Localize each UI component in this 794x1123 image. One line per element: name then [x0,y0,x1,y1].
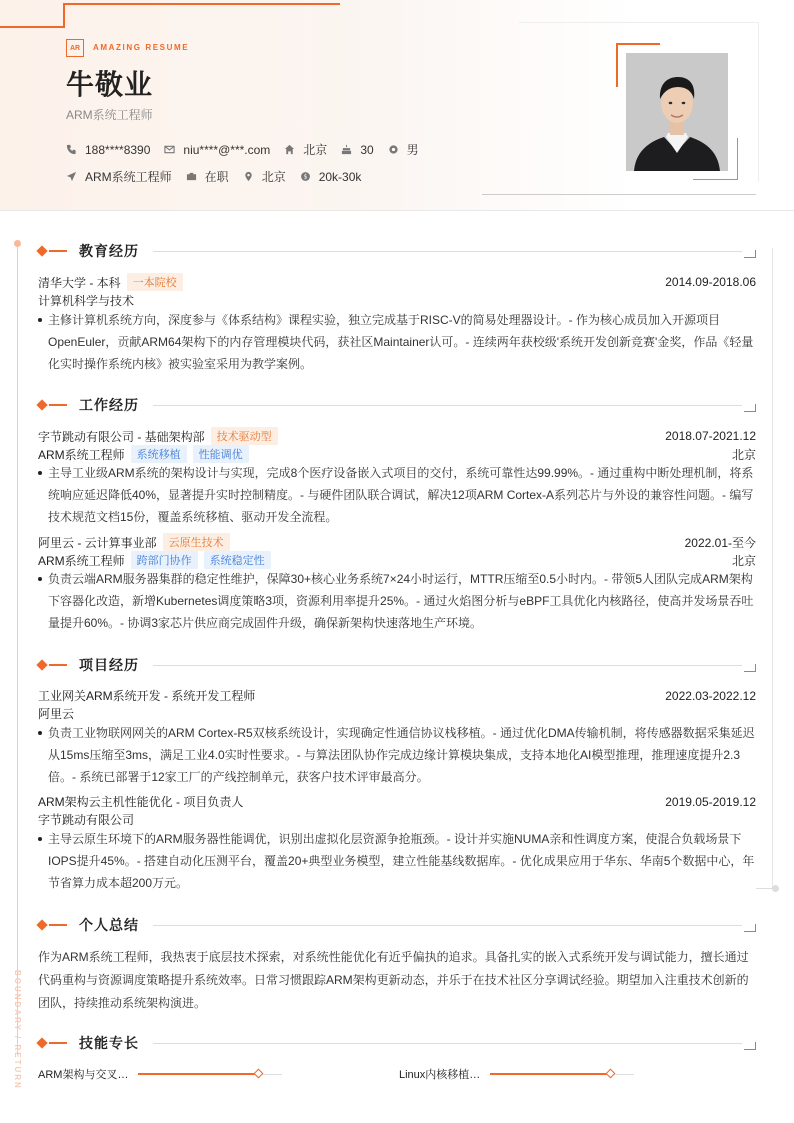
candidate-title: ARM系统工程师 [66,108,153,122]
project-name: 工业网关ARM系统开发 - 系统开发工程师 [38,689,256,703]
skill-name: ARM架构与交叉… [38,1069,129,1081]
age-info [341,143,373,157]
project-1-org-row [38,705,756,722]
email-info [164,143,270,157]
photo-frame-line [482,194,756,195]
target-city-info [243,168,286,185]
diamond-icon [36,245,47,256]
role-tag: 系统稳定性 [204,551,271,569]
section-label: 教育经历 [79,243,139,259]
corner-bracket-icon [744,404,756,412]
timeline-rail [17,245,18,1055]
diamond-icon [36,919,47,930]
work-company: 字节跳动有限公司 - 基础架构部 [38,429,205,444]
email-text: niu****@***.com [183,142,271,157]
skill-level-bar [138,1073,258,1075]
work-city: 北京 [731,553,756,568]
summary-text: 作为ARM系统工程师，我热衷于底层技术探索，对系统性能优化有近乎偏执的追求。具备扎实的嵌入式系统开发与调试能力，擅长通过代码重构与资源调度策略提升系统效率。日常习惯跟踪ARM架构更新动态，并乐于在技术社区分享调试经验。期望加入注重技术创新的团队，持续推动系统架构演进。 [38,950,749,1010]
project-org: 字节跳动有限公司 [38,813,135,827]
status-info [186,168,229,185]
candidate-name: 牛敬业 [66,69,154,100]
section-dash [49,404,67,406]
education-description: 主修计算机系统方向，深度参与《体系结构》课程实验，独立完成基于RISC-V的简易处理器设计。- 作为核心成员加入开源项目OpenEuler，贡献ARM64架构下的内存管理模块代码，获社区Maintainer认可。- 连续两年获校级'系统开发创新竞赛'金奖，作品《轻量化实时操作系统内核》被实验室采用为教学案例。 [38,309,756,375]
section-rule [153,405,742,406]
gender-text: 男 [406,143,419,157]
company-tag: 云原生技术 [163,533,230,551]
section-dash [49,924,67,926]
section-education-title [36,241,756,261]
section-projects-title [36,655,756,675]
corner-bracket-icon [744,1042,756,1050]
education-date: 2014.09-2018.06 [665,275,756,289]
status-text: 在职 [204,170,229,184]
mail-icon [164,144,175,155]
diamond-icon [36,1037,47,1048]
home-icon [284,144,295,155]
target-role-text: ARM系统工程师 [85,170,172,184]
project-1-description: 负责工业物联网网关的ARM Cortex-R5双核系统设计，实现确定性通信协议栈移植。- 通过优化DMA传输机制，将传感器数据采集延迟从15ms压缩至3ms，满足工业4.0实时性要求。- 与算法团队协作完成边缘计算模块集成，支持本地化AI模型推理，推理速度提升2.3倍。- 系统已部署于12家工厂的产线控制单元，获客户技术评审最高分。 [38,722,756,788]
work-2-description: 负责云端ARM服务器集群的稳定性维护，保障30+核心业务系统7×24小时运行，MTTR压缩至0.5小时内。- 带领5人团队完成ARM架构下容器化改造，新增Kubernetes调度策略3项，资源利用率提升25%。- 通过火焰图分析与eBPF工具优化内核路径，使高并发场景吞吐量提升60%。- 协调3家芯片供应商完成固件升级，确保新架构快速落地生产环境。 [38,568,756,634]
section-dash [49,1042,67,1044]
role-tag: 跨部门协作 [131,551,198,569]
section-summary-title [36,915,756,935]
skill-track [262,1074,282,1075]
project-1-header [38,687,756,704]
work-role: ARM系统工程师 [38,553,125,568]
salary-text: 20k-30k [318,169,362,184]
tagline: AMAZING RESUME [93,43,190,52]
education-header [38,273,756,291]
project-2-header [38,793,756,810]
age-text: 30 [360,142,374,157]
school-tag: 一本院校 [127,273,183,291]
work-2-role [38,551,756,569]
work-2-header [38,533,756,551]
right-rail [772,248,773,888]
skill-level-knob [254,1069,264,1079]
skill-level-knob [606,1069,616,1079]
section-work-title [36,395,756,415]
section-skills-title [36,1033,756,1053]
decor-line [64,3,340,5]
work-1-role [38,445,756,463]
project-date: 2022.03-2022.12 [665,688,756,703]
education-major-row [38,292,756,309]
timeline-dot [14,240,21,247]
target-role-info [66,168,172,185]
svg-text:$: $ [303,173,308,181]
gender-info [388,141,419,158]
work-1-description: 主导工业级ARM系统的架构设计与实现，完成8个医疗设备嵌入式项目的交付，系统可靠性达99.99%。- 通过重构中断处理机制，将系统响应延迟降低40%，显著提升实时控制精度。- 与硬件团队联合调试，解决12项ARM Cortex-A系列芯片与外设的兼容性问题。- 编写技术规范文档15份，覆盖系统移植、驱动开发全流程。 [38,462,756,528]
corner-bracket-icon [744,664,756,672]
cake-icon [341,144,352,155]
resume-header [0,0,794,211]
photo-frame-corner [693,138,738,180]
salary-info [300,170,362,184]
work-1-header [38,427,756,445]
section-rule [153,925,742,926]
city-text: 北京 [303,143,328,157]
skill-item [399,1066,634,1082]
send-icon [66,171,77,182]
education-major: 计算机科学与技术 [38,294,135,308]
briefcase-icon [186,171,197,182]
skill-name: Linux内核移植… [399,1069,481,1081]
corner-bracket-icon [744,924,756,932]
job-intent-row [66,168,375,185]
right-rail-dot [772,885,779,892]
decor-line [0,26,64,28]
money-icon [300,171,311,182]
work-city: 北京 [731,447,756,462]
role-tag: 性能调优 [193,445,249,463]
logo-icon: AR [66,39,84,57]
section-rule [153,251,742,252]
section-dash [49,250,67,252]
phone-text: 188****8390 [85,142,151,157]
decor-line [63,3,65,28]
work-role: ARM系统工程师 [38,447,125,462]
section-label: 技能专长 [79,1035,139,1051]
section-label: 工作经历 [79,397,139,413]
side-watermark: BOUNDARY / RETURN [13,970,22,1090]
skill-track [614,1074,634,1075]
section-rule [153,1043,742,1044]
skill-item [38,1066,282,1082]
diamond-icon [36,399,47,410]
phone-info [66,143,150,157]
contact-row [66,141,433,158]
school-name: 清华大学 - 本科 [38,275,121,290]
project-date: 2019.05-2019.12 [665,794,756,809]
section-dash [49,664,67,666]
project-2-description: 主导云原生环境下的ARM服务器性能调优，识别出虚拟化层资源争抢瓶颈。- 设计并实施NUMA亲和性调度方案，使混合负载场景下IOPS提升45%。- 搭建自动化压测平台，覆盖20+典型业务模型，建立性能基线数据库。- 优化成果应用于华东、华南5个数据中心，年节省算力成本超200万元。 [38,828,756,894]
company-tag: 技术驱动型 [211,427,278,445]
phone-icon [66,144,77,155]
section-label: 个人总结 [79,917,139,933]
corner-bracket-icon [744,250,756,258]
location-icon [243,171,254,182]
work-date: 2018.07-2021.12 [665,429,756,443]
diamond-icon [36,659,47,670]
work-date: 2022.01-至今 [684,535,756,550]
role-tag: 系统移植 [131,445,187,463]
project-2-org-row [38,811,756,828]
work-company: 阿里云 - 云计算事业部 [38,535,157,550]
project-org: 阿里云 [38,707,75,721]
section-label: 项目经历 [79,657,139,673]
skill-level-bar [490,1073,610,1075]
target-city-text: 北京 [261,170,286,184]
city-info [284,141,327,158]
gender-icon [388,144,399,155]
project-name: ARM架构云主机性能优化 - 项目负责人 [38,795,244,809]
section-rule [153,665,742,666]
